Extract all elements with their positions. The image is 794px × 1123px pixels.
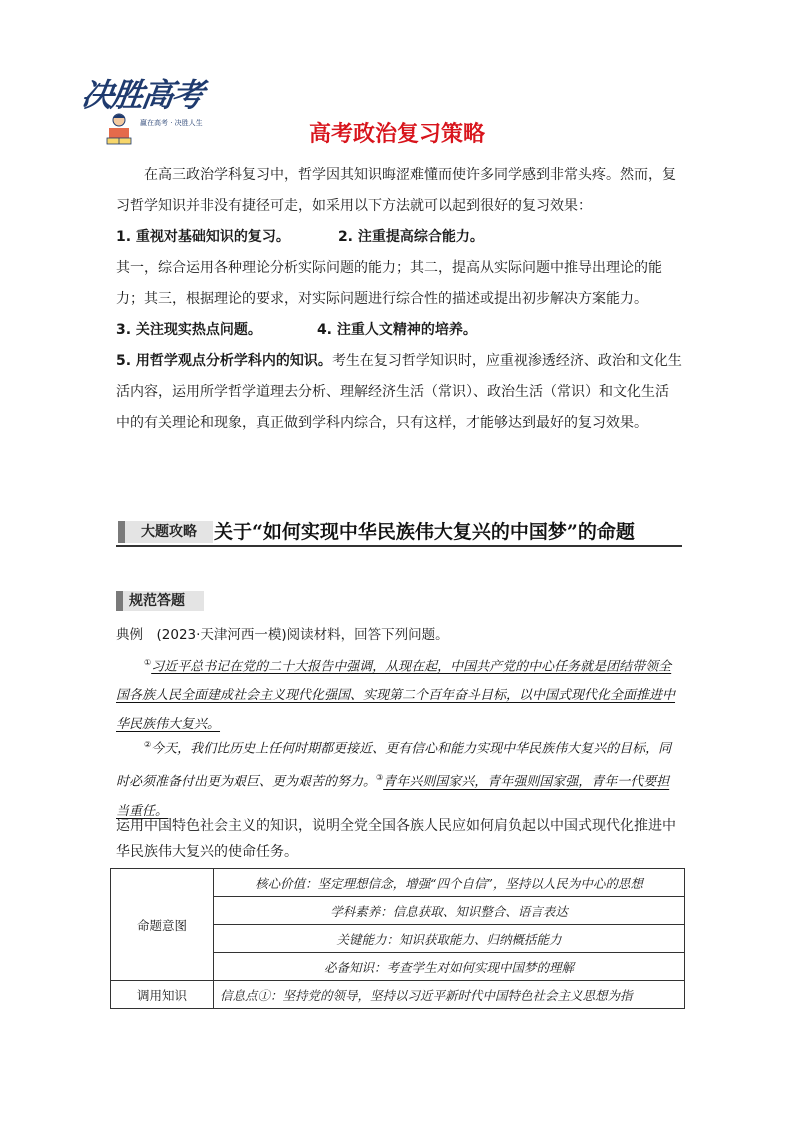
- logo-wordmark: 决胜高考: [79, 76, 205, 114]
- table-row: [111, 869, 685, 897]
- material-1: [116, 648, 682, 739]
- material-3-marker: ③: [376, 773, 384, 783]
- material-1-marker: ①: [144, 658, 152, 667]
- point-5: 5. 用哲学观点分析学科内的知识。: [116, 353, 332, 369]
- points-row-2: [116, 315, 682, 346]
- logo-slogan: 赢在高考 · 决胜人生: [140, 119, 203, 127]
- table-cell: 必备知识：考查学生对如何实现中国梦的理解: [214, 953, 685, 981]
- material-2: [116, 730, 682, 826]
- section-divider: [116, 545, 682, 547]
- question-text: 运用中国特色社会主义的知识，说明全党全国各族人民应如何肩负起以中国式现代化推进中华民族伟大复兴的使命任务。: [116, 818, 676, 860]
- page-title: 高考政治复习策略: [308, 122, 485, 147]
- table-cell: 关键能力：知识获取能力、归纳概括能力: [214, 925, 685, 953]
- point-2: 2. 注重提高综合能力。: [337, 229, 484, 245]
- section-title: 关于“如何实现中华民族伟大复兴的中国梦”的命题: [214, 521, 635, 543]
- section-tag: 大题攻略: [118, 521, 213, 543]
- point-3: 3. 关注现实热点问题。: [116, 322, 262, 338]
- subheading: 规范答题: [116, 591, 204, 611]
- points-row-1: [116, 222, 682, 253]
- point-4: 4. 注重人文精神的培养。: [316, 322, 477, 338]
- material-2-text: 今天，我们比历史上任何时期都更接近、更有信心和能力实现中华民族伟大复兴的目标，同时必须准备付出更为艰巨、更为艰苦的努力。: [116, 741, 672, 790]
- point-2-detail: 其一，综合运用各种理论分析实际问题的能力；其二，提高从实际问题中推导出理论的能力；其三，根据理论的要求，对实际问题进行综合性的描述或提出初步解决方案能力。: [116, 260, 662, 307]
- material-2-marker: ②: [144, 740, 152, 749]
- intro-paragraph: 在高三政治学科复习中，哲学因其知识晦涩难懂而使许多同学感到非常头疼。然而，复习哲学知识并非没有捷径可走，如采用以下方法就可以起到很好的复习效果：: [116, 167, 676, 214]
- point-5-paragraph: [116, 346, 682, 439]
- section-header: [116, 519, 682, 547]
- knowledge-header: 调用知识: [111, 981, 214, 1009]
- table-cell: 信息点①：坚持党的领导，坚持以习近平新时代中国特色社会主义思想为指: [214, 981, 685, 1009]
- material-1-text: 习近平总书记在党的二十大报告中强调，从现在起，中国共产党的中心任务就是团结带领全国各族人民全面建成社会主义现代化强国、实现第二个百年奋斗目标，以中国式现代化全面推进中华民族伟大复兴。: [116, 659, 676, 733]
- point-5-detail: 考生在复习哲学知识时，应重视渗透经济、政治和文化生活内容，运用所学哲学道理去分析、理解经济生活（常识）、政治生活（常识）和文化生活中的有关理论和现象，真正做到学科内综合，只有这样，才能够达到最好的复习效果。: [116, 353, 682, 431]
- point-1: 1. 重视对基础知识的复习。: [116, 229, 290, 245]
- material-3-text: 青年兴则国家兴，青年强则国家强，青年一代要担当重任。: [116, 774, 670, 819]
- example-label: 典例 (2023·天津河西一模)阅读材料，回答下列问题。: [116, 627, 449, 643]
- intent-header: 命题意图: [111, 869, 214, 981]
- table-cell: 学科素养：信息获取、知识整合、语言表达: [214, 897, 685, 925]
- table-cell: 核心价值：坚定理想信念，增强“四个自信”，坚持以人民为中心的思想: [214, 869, 685, 897]
- table-row: [111, 981, 685, 1009]
- intent-table: [110, 868, 685, 1009]
